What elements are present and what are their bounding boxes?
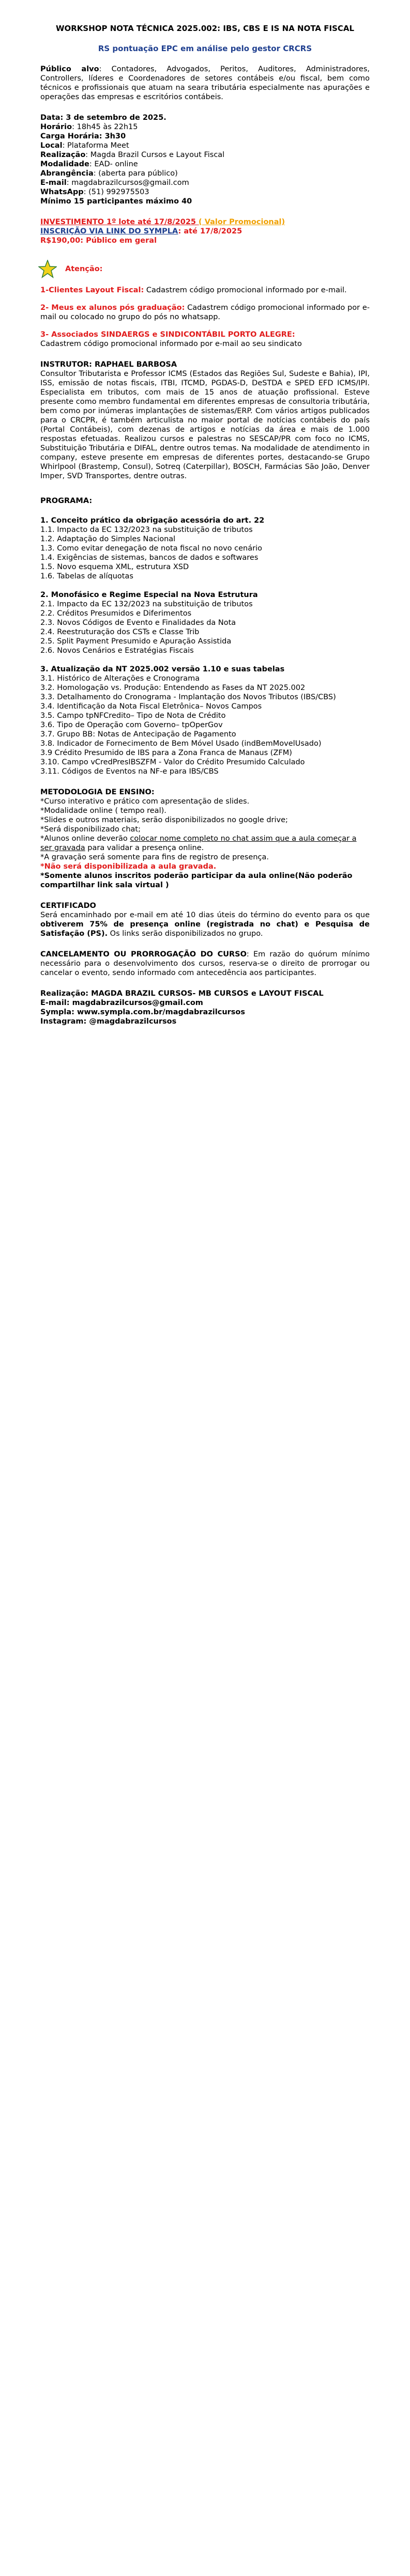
local-label: Local <box>40 142 63 150</box>
attention-header <box>40 260 370 277</box>
list-item: 3.10. Campo vCredPresIBSZFM - Valor do Crédito Presumido Calculado <box>40 758 305 766</box>
program-module-3 <box>40 665 370 776</box>
modality-label: Modalidade <box>40 160 89 168</box>
instructor-bio: Consultor Tributarista e Professor ICMS (Estados das Regiões Sul, Sudeste e Bahia), IPI, ISS, emissão de notas fiscais, ITBI, ITCMD, PGDAS-D, DeSTDA e SPED EFD ICMS/IPI. Especialista em tributos, com mais de 15 anos de atuação profissional. Esteve presente como membro fundamental em diferentes empresas de consultoria tributária, bem como por inúmeras implantações de sistemas/ERP. Com vários artigos publicados para o CRCPR, é também articulista no maior portal de notícias contábeis do país (Portal Contábeis), com dezenas de artigos e notícias da área e mais de 1.000 respostas efetuadas. Realizou cursos e palestras no SESCAP/PR com foco no ICMS, Substituição Tributária e DIFAL, dentre outros temas. Na modalidade de atendimento in company, esteve presente em empresas de diferentes portes, destacando-se Grupo Whirlpool (Brastemp, Consul), Sotreq (Caterpillar), BOSCH, Farmácias São João, Denver Imper, SVD Transportes, dentre outras. <box>40 370 370 480</box>
list-item: 1.2. Adaptação do Simples Nacional <box>40 535 176 543</box>
methodology-line: *A gravação será somente para fins de registro de presença. <box>40 853 269 861</box>
certificate-text-c: Os links serão disponibilizados no grupo. <box>108 930 263 938</box>
attention-item-2 <box>40 303 370 322</box>
audience-label: Público alvo <box>40 65 99 73</box>
attention-item-1-text: Cadastrem código promocional informado por e-mail. <box>144 286 347 294</box>
list-item: 3.1. Histórico de Alterações e Cronograma <box>40 674 200 683</box>
attention-item-3 <box>40 330 370 349</box>
module-title: 1. Conceito prático da obrigação acessória do art. 22 <box>40 516 265 525</box>
attention-label: Atenção: <box>65 265 103 273</box>
methodology-line: *Curso interativo e prático com apresentação de slides. <box>40 797 250 806</box>
instructor-block <box>40 360 370 481</box>
audience-text: : Contadores, Advogados, Peritos, Auditores, Administradores, Controllers, líderes e Coordenadores de setores contábeis e/ou fiscal, bem como técnicos e profissionais que atuam na seara tributária especialmente nas apurações e operações das empresas e escritórios contábeis. <box>40 65 370 101</box>
email-value[interactable]: : magdabrazilcursos@gmail.com <box>66 179 189 187</box>
certificate-heading: CERTIFICADO <box>40 902 96 910</box>
footer-instagram[interactable]: Instagram: @magdabrazilcursos <box>40 1017 177 1026</box>
footer-sympla[interactable]: Sympla: www.sympla.com.br/magdabrazilcursos <box>40 1008 246 1016</box>
methodology-note: *Somente alunos inscritos poderão participar da aula online(Não poderão compartilhar link sala virtual ) <box>40 872 353 889</box>
whatsapp-line <box>40 187 370 197</box>
document-title: WORKSHOP NOTA TÉCNICA 2025.002: IBS, CBS E IS NA NOTA FISCAL <box>55 24 355 33</box>
local-line <box>40 141 370 150</box>
list-item: 2.5. Split Payment Presumido e Apuração Assistida <box>40 637 232 646</box>
certificate-text-b: obtiverem 75% de presença online (registrada no chat) e Pesquisa de Satisfação (PS). <box>40 920 370 938</box>
instructor-heading: INSTRUTOR: RAPHAEL BARBOSA <box>40 360 177 369</box>
module-title: 2. Monofásico e Regime Especial na Nova Estrutura <box>40 591 258 599</box>
list-item: 3.7. Grupo BB: Notas de Antecipação de Pagamento <box>40 730 236 739</box>
program-module-2 <box>40 590 370 655</box>
modality-line <box>40 160 370 169</box>
list-item: 2.4. Reestruturação dos CSTs e Classe Trib <box>40 628 200 636</box>
list-item: 3.4. Identificação da Nota Fiscal Eletrônica– Novos Campos <box>40 702 262 711</box>
info-block <box>40 113 370 206</box>
list-item: 3.3. Detalhamento do Cronograma - Implantação dos Novos Tributos (IBS/CBS) <box>40 693 336 701</box>
methodology-line <box>40 834 370 853</box>
program-heading: PROGRAMA: <box>40 497 93 505</box>
methodology-text: para validar a presença online. <box>85 844 204 852</box>
audience-paragraph <box>40 65 370 102</box>
sympla-deadline: : até 17/8/2025 <box>178 227 242 235</box>
attention-item-2-label: 2- Meus ex alunos pós graduação: <box>40 304 185 312</box>
sympla-link-line <box>40 227 370 236</box>
realization-line <box>40 150 370 160</box>
whatsapp-label: WhatsApp <box>40 188 84 196</box>
cancellation-text: : Em razão do quórum mínimo necessário para o desenvolvimento dos cursos, reserva-se o direito de prorrogar ou cancelar o evento, sendo informado com antecedência aos participantes. <box>40 950 370 977</box>
methodology-warning: *Não será disponibilizada a aula gravada. <box>40 862 217 871</box>
price-line <box>40 236 370 245</box>
scope-value: : (aberta para público) <box>93 169 178 178</box>
workload-line: Carga Horária: 3h30 <box>40 132 126 140</box>
investment-label: INVESTIMENTO 1º lote até 17/8/2025 <box>40 218 199 226</box>
sympla-link[interactable]: INSCRIÇÃO VIA LINK DO SYMPLA <box>40 227 178 235</box>
document-subtitle: RS pontuação EPC em análise pelo gestor CRCRS <box>98 44 312 53</box>
program-module-1 <box>40 516 370 581</box>
scope-label: Abrangência <box>40 169 94 178</box>
list-item: 3.8. Indicador de Fornecimento de Bem Móvel Usado (indBemMovelUsado) <box>40 740 322 748</box>
list-item: 3.11. Códigos de Eventos na NF-e para IBS/CBS <box>40 767 219 776</box>
attention-item-1-label: 1-Clientes Layout Fiscal: <box>40 286 144 294</box>
email-line <box>40 178 370 187</box>
list-item: 1.5. Novo esquema XML, estrutura XSD <box>40 563 189 571</box>
certificate-text <box>40 910 370 938</box>
investment-promo: ( Valor Promocional) <box>199 218 285 226</box>
footer-realization: Realização: MAGDA BRAZIL CURSOS- MB CURSOS e LAYOUT FISCAL <box>40 989 324 998</box>
cancellation-paragraph <box>40 950 370 978</box>
methodology-text: *Alunos online deverão <box>40 835 130 843</box>
local-value: : Plataforma Meet <box>62 142 129 150</box>
certificate-text-a: Será encaminhado por e-mail em até 10 dias úteis do término do evento para os que <box>40 911 370 919</box>
methodology-line: *Slides e outros materiais, serão disponibilizados no google drive; <box>40 816 288 824</box>
methodology-underline: colocar nome completo no chat assim que a aula começar a ser gravada <box>40 835 357 852</box>
attention-item-3-label: 3- Associados SINDAERGS e SINDICONTÁBIL PORTO ALEGRE: <box>40 331 295 339</box>
footer-email[interactable]: E-mail: magdabrazilcursos@gmail.com <box>40 999 203 1007</box>
investment-line <box>40 217 370 227</box>
schedule-line <box>40 122 370 132</box>
methodology-heading: METODOLOGIA DE ENSINO: <box>40 788 155 796</box>
module-title: 3. Atualização da NT 2025.002 versão 1.10 e suas tabelas <box>40 665 285 673</box>
attention-item-3-text: Cadastrem código promocional informado por e-mail ao seu sindicato <box>40 340 302 348</box>
list-item: 1.6. Tabelas de alíquotas <box>40 572 133 580</box>
realization-value: : Magda Brazil Cursos e Layout Fiscal <box>85 151 225 159</box>
email-label: E-mail <box>40 179 67 187</box>
list-item: 2.1. Impacto da EC 132/2023 na substituição de tributos <box>40 600 253 608</box>
realization-label: Realização <box>40 151 86 159</box>
scope-line <box>40 169 370 178</box>
schedule-value: : 18h45 às 22h15 <box>72 123 138 131</box>
list-item: 3.2. Homologação vs. Produção: Entendendo as Fases da NT 2025.002 <box>40 684 306 692</box>
price-value: R$190,00 <box>40 237 81 245</box>
document-page <box>0 0 410 1026</box>
attention-item-2-text: Cadastrem código promocional informado por e-mail ou colocado no grupo do pós no whatsapp. <box>40 304 370 321</box>
cancellation-heading: CANCELAMENTO OU PRORROGAÇÃO DO CURSO <box>40 950 247 959</box>
star-icon <box>38 260 57 278</box>
modality-value: : EAD- online <box>89 160 138 168</box>
list-item: 3.6. Tipo de Operação com Governo– tpOperGov <box>40 721 223 729</box>
methodology-line: *Modalidade online ( tempo real). <box>40 807 166 815</box>
list-item: 3.5. Campo tpNFCredito– Tipo de Nota de Crédito <box>40 712 226 720</box>
methodology-block <box>40 788 370 890</box>
certificate-block <box>40 901 370 938</box>
event-date: Data: 3 de setembro de 2025. <box>40 114 166 122</box>
list-item: 1.4. Exigências de sistemas, bancos de dados e softwares <box>40 554 259 562</box>
footer-block <box>40 989 370 1026</box>
list-item: 3.9 Crédito Presumido de IBS para a Zona Franca de Manaus (ZFM) <box>40 749 292 757</box>
investment-block <box>40 217 370 245</box>
methodology-line: *Será disponibilizado chat; <box>40 825 141 834</box>
list-item: 1.3. Como evitar denegação de nota fiscal no novo cenário <box>40 544 262 553</box>
list-item: 2.6. Novos Cenários e Estratégias Fiscais <box>40 647 194 655</box>
list-item: 1.1. Impacto da EC 132/2023 na substituição de tributos <box>40 526 253 534</box>
list-item: 2.2. Créditos Presumidos e Diferimentos <box>40 609 192 618</box>
schedule-label: Horário <box>40 123 72 131</box>
list-item: 2.3. Novos Códigos de Evento e Finalidades da Nota <box>40 619 236 627</box>
attention-item-1 <box>40 286 370 295</box>
price-suffix: : Público em geral <box>80 237 157 245</box>
whatsapp-value: : (51) 992975503 <box>83 188 149 196</box>
capacity-line: Mínimo 15 participantes máximo 40 <box>40 197 192 206</box>
